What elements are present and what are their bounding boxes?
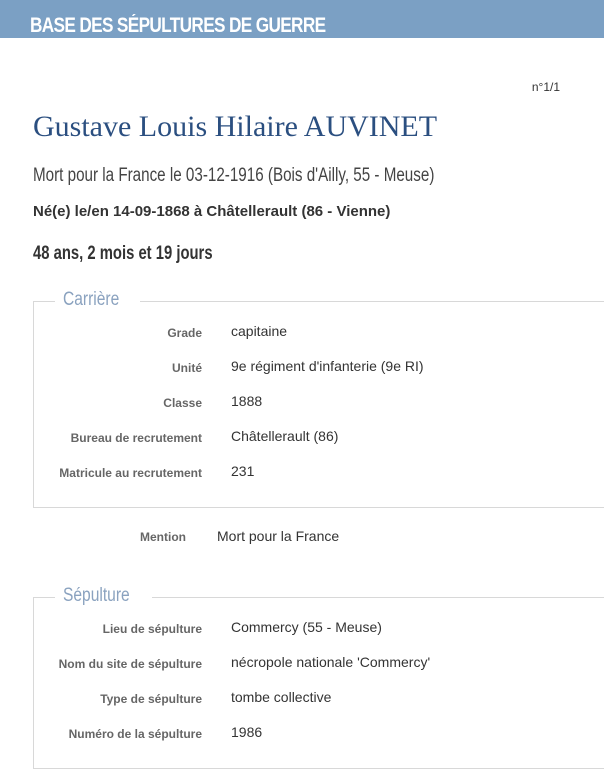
site-label: Nom du site de sépulture bbox=[58, 657, 202, 671]
carriere-row-bureau bbox=[34, 428, 594, 448]
site-value: nécropole nationale 'Commercy' bbox=[231, 654, 431, 670]
grade-value: capitaine bbox=[231, 323, 288, 339]
sepulture-row-type bbox=[34, 689, 594, 709]
sepulture-legend: Sépulture bbox=[55, 585, 152, 607]
carriere-legend: Carrière bbox=[55, 289, 140, 311]
lieu-value: Commercy (55 - Meuse) bbox=[231, 619, 382, 635]
classe-label: Classe bbox=[163, 396, 202, 410]
classe-value: 1888 bbox=[231, 393, 263, 409]
matricule-value: 231 bbox=[231, 463, 255, 479]
carriere-section bbox=[33, 289, 604, 508]
record-pager: n°1/1 bbox=[531, 80, 560, 94]
mention-value: Mort pour la France bbox=[217, 528, 340, 544]
person-name: Gustave Louis Hilaire AUVINET bbox=[33, 110, 438, 143]
site-title[interactable]: BASE DES SÉPULTURES DE GUERRE bbox=[30, 14, 326, 37]
numero-value: 1986 bbox=[231, 724, 263, 740]
matricule-label: Matricule au recrutement bbox=[59, 466, 202, 480]
carriere-row-classe bbox=[34, 393, 594, 413]
sepulture-row-numero bbox=[34, 724, 594, 744]
sepulture-row-site bbox=[34, 654, 594, 674]
age-at-death: 48 ans, 2 mois et 19 jours bbox=[33, 243, 213, 264]
bureau-value: Châtellerault (86) bbox=[231, 428, 339, 444]
unite-value: 9e régiment d'infanterie (9e RI) bbox=[231, 358, 424, 374]
sepulture-section bbox=[33, 585, 604, 769]
birth-info: Né(e) le/en 14-09-1868 à Châtellerault (86 - Vienne) bbox=[33, 203, 391, 220]
numero-label: Numéro de la sépulture bbox=[68, 727, 202, 741]
bureau-label: Bureau de recrutement bbox=[70, 431, 202, 445]
type-label: Type de sépulture bbox=[100, 692, 202, 706]
lieu-label: Lieu de sépulture bbox=[102, 622, 202, 636]
mention-label: Mention bbox=[140, 530, 186, 544]
unite-label: Unité bbox=[172, 361, 202, 375]
carriere-row-matricule bbox=[34, 463, 594, 483]
carriere-row-unite bbox=[34, 358, 594, 378]
sepulture-row-lieu bbox=[34, 619, 594, 639]
death-info: Mort pour la France le 03-12-1916 (Bois d'Ailly, 55 - Meuse) bbox=[33, 165, 435, 186]
carriere-row-grade bbox=[34, 323, 594, 343]
site-header-bar bbox=[0, 0, 604, 38]
type-value: tombe collective bbox=[231, 689, 332, 705]
grade-label: Grade bbox=[167, 326, 202, 340]
